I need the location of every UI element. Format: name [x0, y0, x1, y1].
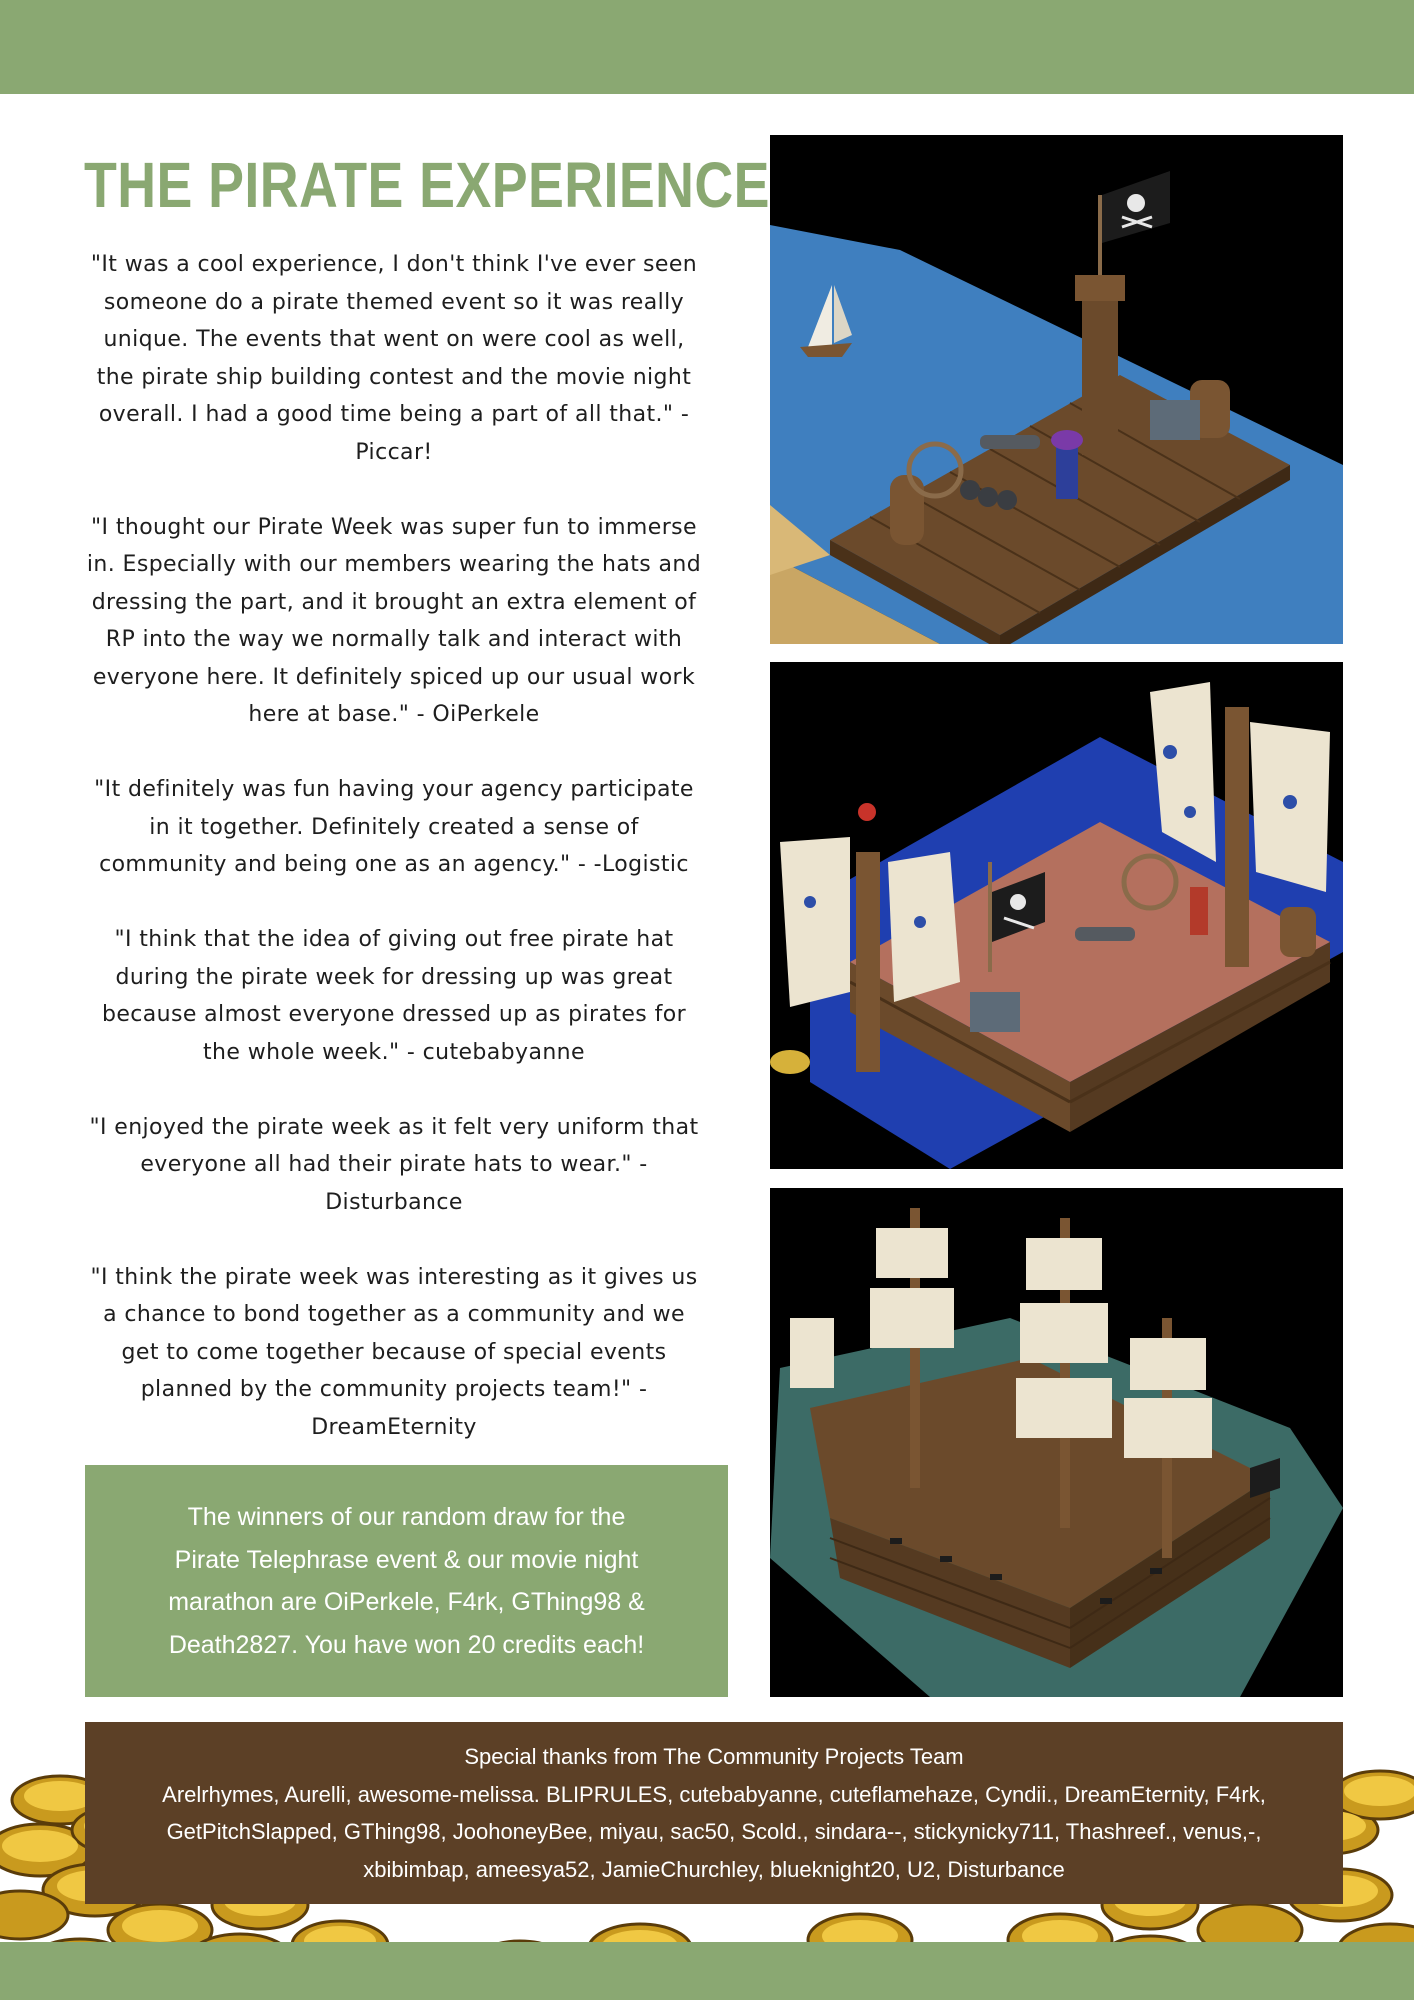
- thanks-heading: Special thanks from The Community Projects Team: [464, 1744, 964, 1769]
- quote-cutebabyanne: "I think that the idea of giving out free pirate hat during the pirate week for dressing up was great because almost everyone dressed up as pirates for the whole week." - cutebabyanne: [101, 927, 687, 1065]
- quote-logistic: "It definitely was fun having your agency participate in it together. Definitely created a sense of community and being one as an agency." - -Logistic: [94, 777, 694, 877]
- quotes-column: [84, 246, 704, 1484]
- photo-galleon: [770, 1188, 1343, 1697]
- winners-box: [85, 1465, 728, 1697]
- quote-dreameternity: "I think the pirate week was interesting as it gives us a chance to bond together as a community and we get to come together because of special events planned by the community projects team!" - DreamEternity: [90, 1264, 698, 1440]
- thanks-box: [85, 1722, 1343, 1904]
- bottom-banner: [0, 1942, 1414, 2000]
- top-banner: [0, 0, 1414, 94]
- quote-disturbance: "I enjoyed the pirate week as it felt very uniform that everyone all had their pirate hats to wear." - Disturbance: [89, 1114, 699, 1215]
- quote-piccar: "It was a cool experience, I don't think I've ever seen someone do a pirate themed event so it was really unique. The events that went on were cool as well, the pirate ship building contest and the movie night overall. I had a good time being a part of all that." - Piccar!: [90, 252, 698, 465]
- photo-pirate-raft: [770, 135, 1343, 644]
- photo-ship-deck: [770, 662, 1343, 1169]
- quote-oiperkele: "I thought our Pirate Week was super fun to immerse in. Especially with our members wearing the hats and dressing the part, and it brought an extra element of RP into the way we normally talk and interact with everyone here. It definitely spiced up our usual work here at base." - OiPerkele: [86, 514, 702, 727]
- thanks-names: Arelrhymes, Aurelli, awesome-melissa. BLIPRULES, cutebabyanne, cuteflamehaze, Cyndii., DreamEternity, F4rk, GetPitchSlapped, GThing98, JoohoneyBee, miyau, sac50, Scold., sindara--, stickynicky711, Thashreef., venus,-, xbibimbap, ameesya52, JamieChurchley, blueknight20, U2, Disturbance: [162, 1781, 1266, 1882]
- page-title: THE PIRATE EXPERIENCE: [84, 149, 770, 221]
- winners-text: The winners of our random draw for the Pirate Telephrase event & our movie night marathon are OiPerkele, F4rk, GThing98 & Death2827. You have won 20 credits each!: [168, 1503, 645, 1659]
